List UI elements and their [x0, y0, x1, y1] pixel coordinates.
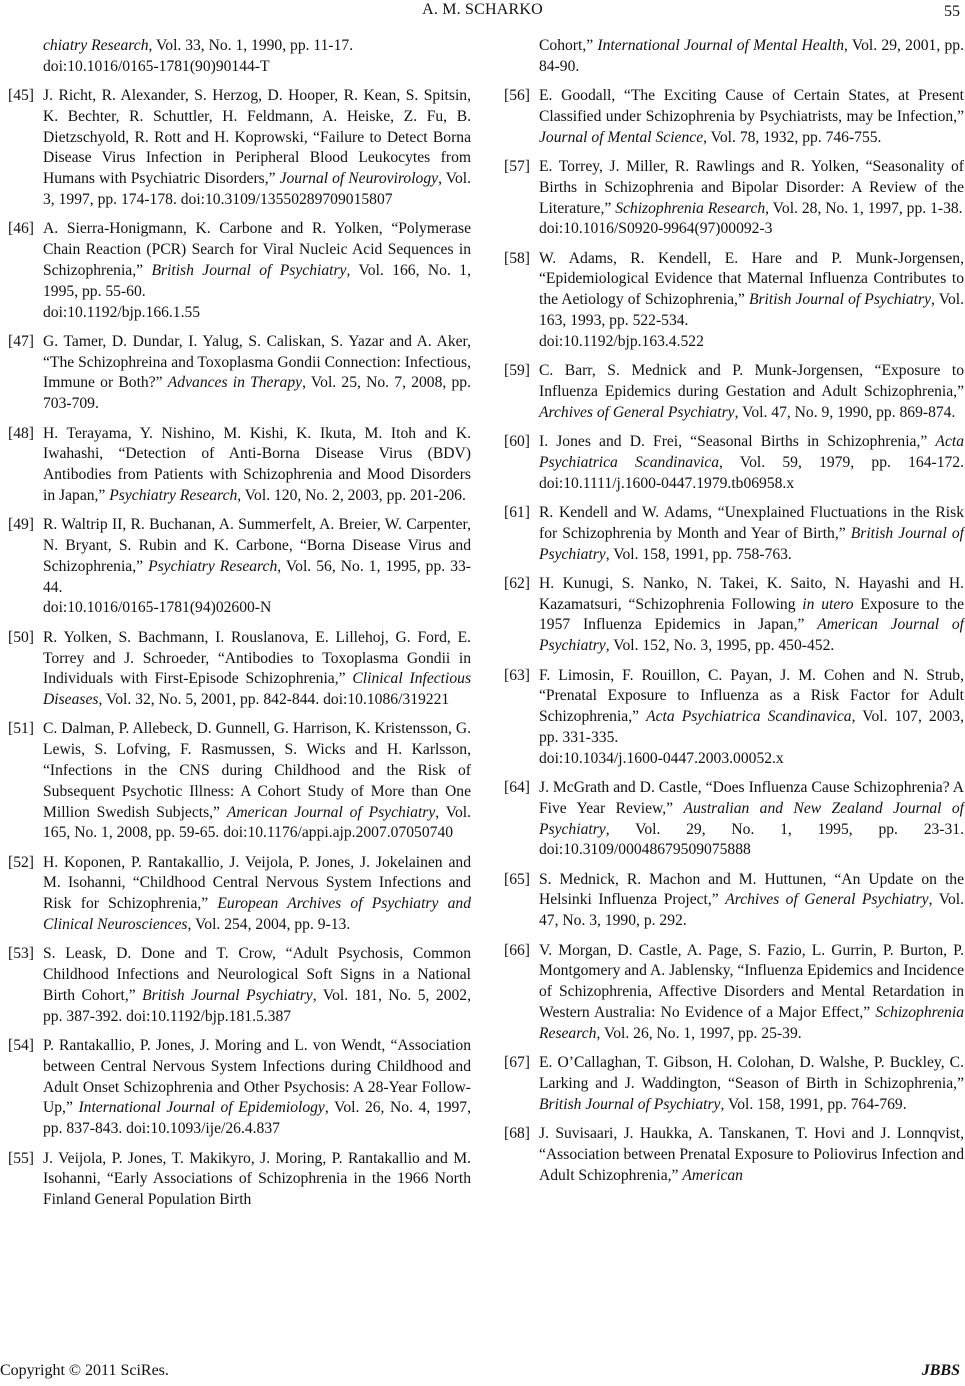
journal-abbreviation: JBBS	[921, 1362, 960, 1379]
reference-number: [49]	[8, 516, 34, 534]
reference-number: [61]	[504, 503, 530, 521]
journal-title: Acta Psychiatrica Scandinavica	[539, 433, 964, 471]
doi-link[interactable]: doi:10.1192/bjp.163.4.522	[539, 332, 704, 350]
journal-title: Archives of General Psychiatry	[725, 891, 929, 909]
reference-item	[504, 86, 964, 148]
reference-number: [55]	[8, 1149, 34, 1167]
reference-text	[43, 719, 471, 844]
copyright-notice: Copyright © 2011 SciRes.	[0, 1362, 169, 1379]
citation-details: , Vol. 120, No. 2, 2003, pp. 201-206.	[237, 486, 466, 504]
journal-title: American Journal of Psychiatry	[226, 803, 436, 821]
journal-title: American Journal of Psychiatry	[539, 616, 964, 655]
citation-details: , Vol. 181, No. 5, 2002, pp. 387-392. doi:10.1192/bjp.181.5.387	[43, 986, 471, 1025]
citation-text: I. Jones and D. Frei, “Seasonal Births in Schizophrenia,”	[539, 433, 936, 451]
journal-title: Acta Psychiatrica Scandinavica	[646, 708, 852, 726]
reference-text	[539, 503, 964, 565]
citation-text: E. Goodall, “The Exciting Cause of Certain States, at Present Classified under Schizophrenia by Psychiatrists, may be Infection,”	[539, 87, 964, 125]
reference-text	[43, 628, 471, 711]
journal-title: Schizophrenia Research	[539, 1003, 964, 1042]
reference-number: [47]	[8, 332, 34, 350]
page-number: 55	[944, 3, 960, 20]
reference-continuation	[504, 36, 964, 78]
citation-details: , Vol. 33, No. 1, 1990, pp. 11-17.	[148, 37, 354, 54]
citation-text: C. Barr, S. Mednick and P. Munk-Jorgensen, “Exposure to Influenza Epidemics during Gestation and Adult Schizophrenia,”	[539, 362, 964, 400]
reference-text	[539, 778, 964, 861]
reference-item	[504, 503, 964, 565]
reference-item	[8, 515, 471, 619]
reference-item	[8, 719, 471, 844]
reference-item	[8, 1036, 471, 1140]
reference-text	[43, 219, 471, 323]
citation-details: , Vol. 166, No. 1, 1995, pp. 55-60.	[43, 261, 471, 300]
reference-text	[43, 86, 471, 211]
journal-title: European Archives of Psychiatry and Clinical Neurosciences	[43, 895, 471, 934]
reference-number: [48]	[8, 424, 34, 442]
citation-text: R. Yolken, S. Bachmann, I. Rouslanova, E. Lillehoj, G. Ford, E. Torrey and J. Schroeder, “Antibodies to Toxoplasma Gondii in Individuals with First-Episode Schizophrenia,”	[43, 628, 471, 688]
reference-column-right	[504, 36, 964, 1195]
reference-number: [45]	[8, 87, 34, 105]
citation-text: H. Koponen, P. Rantakallio, J. Veijola, P. Jones, J. Jokelainen and M. Isohanni, “Childhood Central Nervous System Infections and Risk for Schizophrenia,”	[43, 853, 471, 913]
reference-text	[539, 1124, 964, 1186]
reference-text	[43, 515, 471, 619]
citation-details: , Vol. 158, 1991, pp. 764-769.	[720, 1095, 907, 1113]
doi-link[interactable]: doi:10.1034/j.1600-0447.2003.00052.x	[539, 749, 784, 767]
citation-details: , Vol. 56, No. 1, 1995, pp. 33-44.	[43, 557, 472, 596]
citation-text: E. O’Callaghan, T. Gibson, H. Colohan, D. Walshe, P. Buckley, C. Larking and J. Waddington, “Season of Birth in Schizophrenia,”	[539, 1054, 964, 1092]
citation-text: V. Morgan, D. Castle, A. Page, S. Fazio, L. Gurrin, P. Burton, P. Montgomery and A. Jablensky, “Influenza Epidemics and Incidence of Schizophrenia, Affective Disorders and Mental Retardation in Western Australia: No Evidence of a Major Effect,”	[539, 941, 964, 1021]
citation-text: S. Mednick, R. Machon and M. Huttunen, “An Update on the Helsinki Influenza Project,”	[539, 870, 964, 909]
reference-list-left	[8, 86, 471, 1211]
citation-text: H. Terayama, Y. Nishino, M. Kishi, K. Ikuta, M. Itoh and K. Iwahashi, “Detection of Anti-Borna Disease Virus (BDV) Antibodies from Patients with Schizophrenia and Mood Disorders in Japan,”	[43, 424, 471, 504]
reference-text	[539, 870, 964, 932]
journal-title: British Journal of Psychiatry	[539, 524, 964, 563]
journal-title: Advances in Therapy	[167, 374, 303, 392]
journal-title: Psychiatry Research	[148, 557, 278, 575]
doi-link[interactable]: doi:10.1016/0165-1781(94)02600-N	[43, 599, 272, 617]
reference-item	[504, 1124, 964, 1186]
reference-number: [63]	[504, 666, 530, 684]
running-head: A. M. SCHARKO	[422, 1, 543, 18]
reference-text	[43, 1149, 471, 1211]
reference-text	[539, 666, 964, 770]
citation-details: , Vol. 29, 2001, pp. 84-90.	[539, 37, 965, 75]
reference-number: [52]	[8, 853, 34, 871]
reference-continuation	[8, 36, 471, 78]
citation-details: , Vol. 152, No. 3, 1995, pp. 450-452.	[605, 637, 835, 655]
reference-text	[539, 1053, 964, 1115]
reference-list-right	[504, 86, 964, 1186]
reference-item	[8, 853, 471, 936]
reference-text	[43, 332, 471, 415]
reference-number: [68]	[504, 1124, 530, 1142]
reference-number: [62]	[504, 574, 530, 592]
reference-text	[43, 1036, 471, 1140]
journal-title: British Journal of Psychiatry	[748, 291, 931, 309]
citation-details: , Vol. 26, No. 4, 1997, pp. 837-843. doi:10.1093/ije/26.4.837	[43, 1099, 471, 1138]
reference-number: [67]	[504, 1054, 530, 1072]
citation-text: R. Kendell and W. Adams, “Unexplained Fluctuations in the Risk for Schizophrenia by Month and Year of Birth,”	[539, 503, 964, 542]
reference-number: [64]	[504, 779, 530, 796]
reference-item	[504, 432, 964, 494]
citation-details: , Vol. 158, 1991, pp. 758-763.	[605, 545, 792, 563]
journal-title: American	[682, 1166, 743, 1184]
citation-details: , Vol. 47, No. 9, 1990, pp. 869-874.	[734, 403, 956, 421]
reference-text	[539, 361, 964, 423]
citation-text: R. Waltrip II, R. Buchanan, A. Summerfelt, A. Breier, W. Carpenter, N. Bryant, S. Rubin and K. Carbone, “Borna Disease Virus and Schizophrenia,”	[43, 516, 471, 575]
reference-item	[8, 944, 471, 1027]
reference-number: [59]	[504, 362, 530, 380]
reference-item	[8, 1149, 471, 1211]
journal-title: in utero	[802, 595, 854, 613]
journal-title: Journal of Mental Science	[539, 128, 704, 146]
reference-item	[8, 424, 471, 507]
journal-title: Archives of General Psychiatry	[539, 403, 735, 421]
journal-title: International Journal of Epidemiology	[78, 1099, 325, 1117]
reference-number: [56]	[504, 87, 530, 105]
journal-title: Schizophrenia Research	[615, 199, 766, 217]
reference-text	[539, 941, 964, 1045]
reference-number: [60]	[504, 433, 530, 451]
citation-text: Cohort,”	[539, 37, 598, 54]
reference-item	[504, 157, 964, 240]
journal-title: Journal of Neurovirology	[279, 170, 439, 188]
reference-number: [54]	[8, 1037, 34, 1055]
citation-text: J. McGrath and D. Castle, “Does Influenza Cause Schizophrenia? A Five Year Review,”	[539, 779, 964, 817]
reference-column-left	[8, 36, 471, 1219]
doi-link[interactable]: doi:10.1192/bjp.166.1.55	[43, 303, 201, 321]
journal-title: British Journal of Psychiatry	[539, 1095, 721, 1113]
citation-details: , Vol. 254, 2004, pp. 9-13.	[187, 916, 351, 934]
reference-text	[539, 574, 964, 657]
reference-item	[504, 1053, 964, 1115]
citation-text: C. Dalman, P. Allebeck, D. Gunnell, G. Harrison, K. Kristensson, G. Lewis, S. Lofving, F. Rasmussen, S. Wicks and H. Karlsson, “Infections in the CNS during Childhood and the Risk of Subsequent Psychotic Illness: A Cohort Study of More than One Million Swedish Subjects,”	[43, 720, 471, 821]
reference-item	[8, 86, 471, 211]
citation-details: , Vol. 59, 1979, pp. 164-172. doi:10.1111/j.1600-0447.1979.tb06958.x	[539, 453, 964, 492]
journal-title: Australian and New Zealand Journal of Psychiatry	[539, 799, 964, 838]
citation-text: J. Veijola, P. Jones, T. Makikyro, J. Moring, P. Rantakallio and M. Isohanni, “Early Associations of Schizophrenia in the 1966 North Finland General Population Birth	[43, 1149, 471, 1209]
journal-title: British Journal Psychiatry	[142, 986, 313, 1004]
reference-text	[43, 944, 471, 1027]
citation-details: Exposure to the 1957 Influenza Epidemics in Japan,”	[539, 595, 964, 634]
citation-details: , Vol. 163, 1993, pp. 522-534.	[539, 291, 964, 330]
reference-number: [46]	[8, 220, 34, 238]
citation-text: A. Sierra-Honigmann, K. Carbone and R. Yolken, “Polymerase Chain Reaction (PCR) Search for Viral Nucleic Acid Sequences in Schizophrenia,”	[43, 220, 471, 279]
reference-text	[539, 157, 964, 240]
reference-item	[8, 628, 471, 711]
journal-title: British Journal of Psychiatry	[151, 261, 347, 279]
journal-title: Psychiatry Research	[109, 486, 238, 504]
reference-item	[504, 778, 964, 861]
reference-number: [66]	[504, 941, 530, 959]
citation-details: , Vol. 32, No. 5, 2001, pp. 842-844. doi:10.1086/319221	[98, 691, 450, 709]
reference-item	[504, 361, 964, 423]
reference-number: [51]	[8, 720, 34, 738]
citation-details: , Vol. 78, 1932, pp. 746-755.	[703, 128, 882, 146]
citation-details: , Vol. 25, No. 7, 2008, pp. 703-709.	[43, 374, 471, 413]
citation-text: G. Tamer, D. Dundar, I. Yalug, S. Caliskan, S. Yazar and A. Aker, “The Schizophreina and Toxoplasma Gondii Connection: Infectious, Immune or Both?”	[43, 332, 471, 392]
reference-item	[504, 666, 964, 770]
citation-text: E. Torrey, J. Miller, R. Rawlings and R. Yolken, “Seasonality of Births in Schizophrenia and Bipolar Disorder: A Review of the Literature,”	[539, 157, 964, 217]
reference-number: [50]	[8, 628, 34, 646]
doi-link[interactable]: doi:10.1016/S0920-9964(97)00092-3	[539, 220, 773, 238]
reference-item	[504, 249, 964, 353]
citation-details: , Vol. 47, No. 3, 1990, p. 292.	[539, 891, 964, 930]
reference-item	[504, 574, 964, 657]
reference-item	[504, 941, 964, 1045]
reference-number: [57]	[504, 157, 530, 175]
reference-item	[8, 332, 471, 415]
citation-text: H. Kunugi, S. Nanko, N. Takei, K. Saito, N. Hayashi and H. Kazamatsuri, “Schizophrenia Following	[539, 574, 964, 613]
citation-details: , Vol. 107, 2003, pp. 331-335.	[539, 708, 964, 746]
reference-text	[539, 432, 964, 494]
journal-title: Clinical Infectious Diseases	[43, 670, 472, 709]
citation-details: , Vol. 26, No. 1, 1997, pp. 25-39.	[596, 1024, 802, 1042]
reference-text	[43, 853, 471, 936]
citation-text: P. Rantakallio, P. Jones, J. Moring and L. von Wendt, “Association between Central Nervous System Infections during Childhood and Adult Onset Schizophrenia and Other Psychosis: A 28-Year Follow-Up,”	[43, 1037, 471, 1117]
citation-details: , Vol. 28, No. 1, 1997, pp. 1-38.	[765, 199, 963, 217]
reference-number: [58]	[504, 249, 530, 267]
citation-text: S. Leask, D. Done and T. Crow, “Adult Psychosis, Common Childhood Infections and Neurological Soft Signs in a National Birth Cohort,”	[43, 945, 471, 1004]
citation-text: J. Richt, R. Alexander, S. Herzog, D. Hooper, R. Kean, S. Spitsin, K. Bechter, R. Schuttler, H. Feldmann, A. Heiske, Z. Fu, B. Dietzschyold, R. Rott and H. Koprowski, “Failure to Detect Borna Disease Virus Infection in Peripheral Blood Leukocytes from Humans with Psychiatric Disorders,”	[43, 87, 471, 188]
reference-text	[43, 424, 471, 507]
reference-item	[504, 870, 964, 932]
doi-link[interactable]: doi:10.1016/0165-1781(90)90144-T	[43, 57, 270, 75]
reference-text	[539, 249, 964, 353]
journal-title: chiatry Research	[43, 37, 149, 54]
reference-item	[8, 219, 471, 323]
citation-details: , Vol. 165, No. 1, 2008, pp. 59-65. doi:10.1176/appi.ajp.2007.07050740	[43, 803, 471, 842]
citation-details: , Vol. 3, 1997, pp. 174-178. doi:10.3109/13550289709015807	[43, 170, 472, 209]
reference-text	[539, 86, 964, 148]
citation-details: , Vol. 29, No. 1, 1995, pp. 23-31. doi:10.3109/00048679509075888	[539, 820, 964, 859]
citation-text: W. Adams, R. Kendell, E. Hare and P. Munk-Jorgensen, “Epidemiological Evidence that Maternal Influenza Contributes to the Aetiology of Schizophrenia,”	[539, 249, 964, 309]
citation-text: F. Limosin, F. Rouillon, C. Payan, J. M. Cohen and N. Strub, “Prenatal Exposure to Influenza as a Risk Factor for Adult Schizophrenia,”	[539, 666, 964, 726]
citation-text: J. Suvisaari, J. Haukka, A. Tanskanen, T. Hovi and J. Lonnqvist, “Association between Prenatal Exposure to Poliovirus Infection and Adult Schizophrenia,”	[539, 1124, 964, 1184]
reference-number: [65]	[504, 870, 530, 888]
reference-number: [53]	[8, 945, 34, 963]
journal-title: International Journal of Mental Health	[597, 37, 844, 54]
